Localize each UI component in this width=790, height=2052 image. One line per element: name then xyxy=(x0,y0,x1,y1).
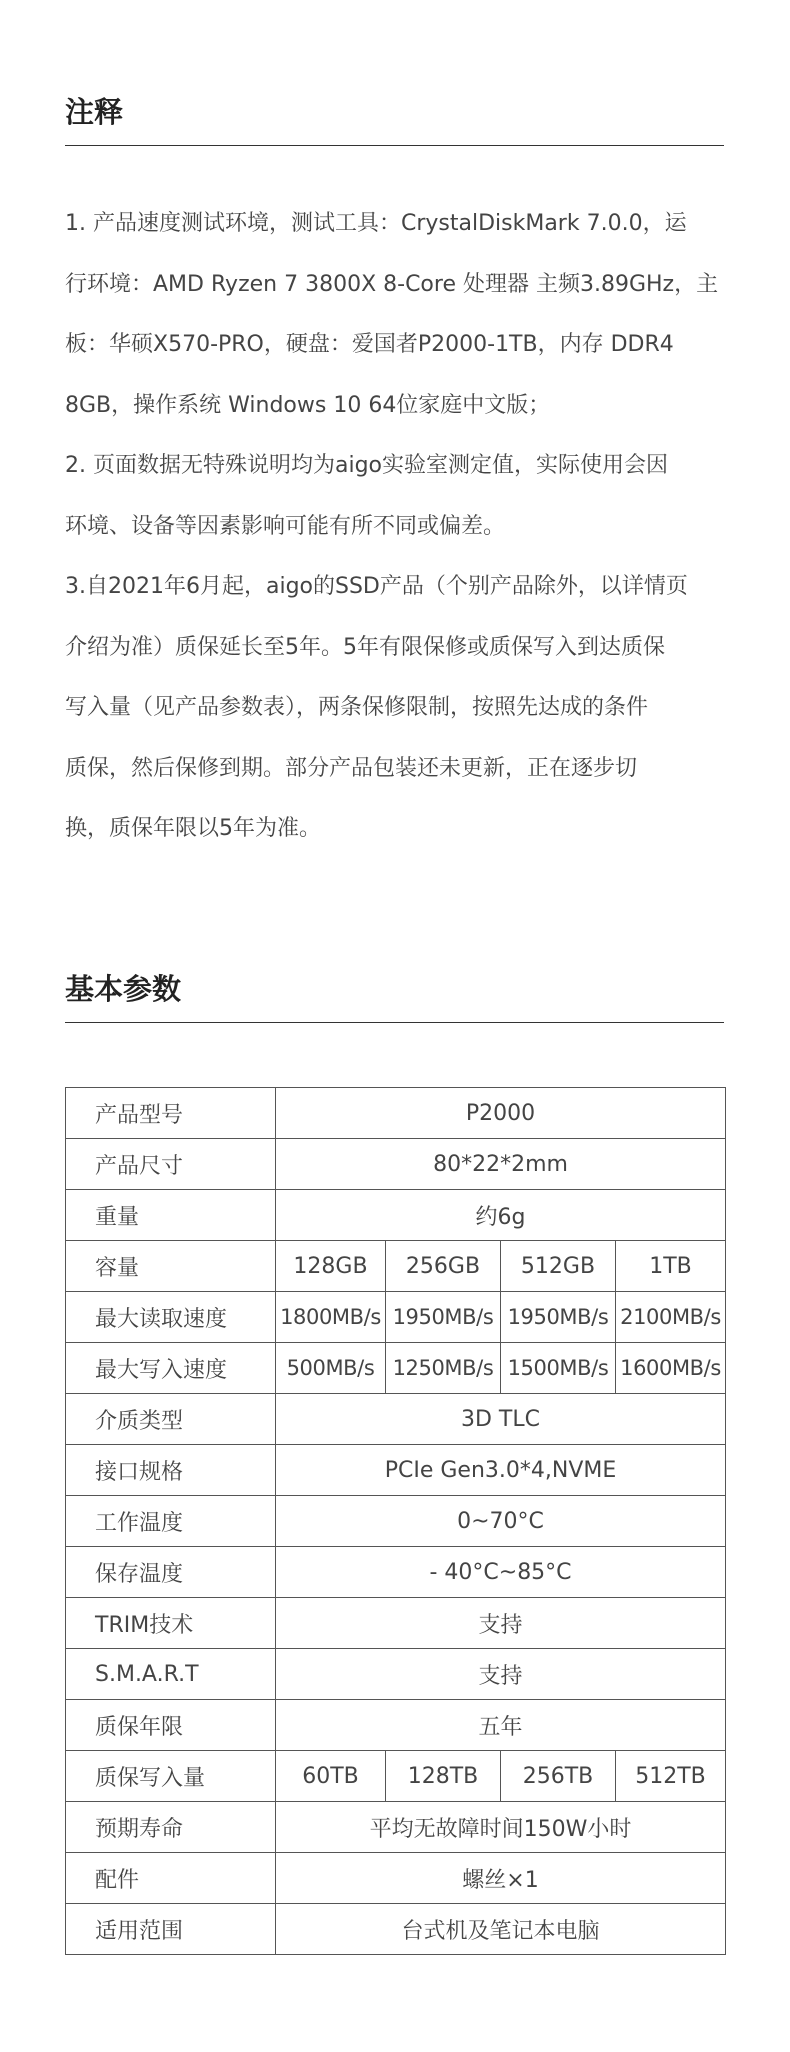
param-value: 五年 xyxy=(276,1700,726,1751)
table-row xyxy=(66,1700,726,1751)
table-row xyxy=(66,1343,726,1394)
param-value: 1950MB/s xyxy=(386,1292,501,1343)
notes-title: 注释 xyxy=(65,95,124,129)
note-line: 换，质保年限以5年为准。 xyxy=(65,816,321,841)
table-row xyxy=(66,1802,726,1853)
note-line: 2. 页面数据无特殊说明均为aigo实验室测定值，实际使用会因 xyxy=(65,453,669,478)
param-value: 1600MB/s xyxy=(616,1343,726,1394)
param-value: 500MB/s xyxy=(276,1343,386,1394)
table-row xyxy=(66,1649,726,1700)
param-value: 60TB xyxy=(276,1751,386,1802)
note-line: 行环境：AMD Ryzen 7 3800X 8-Core 处理器 主频3.89GHz，主 xyxy=(65,271,719,297)
param-label: TRIM技术 xyxy=(66,1598,276,1649)
param-value: 台式机及笔记本电脑 xyxy=(276,1904,726,1955)
note-line: 质保，然后保修到期。部分产品包装还未更新，正在逐步切 xyxy=(65,755,638,781)
param-label: 介质类型 xyxy=(66,1394,276,1445)
table-row xyxy=(66,1394,726,1445)
param-value: 0~70°C xyxy=(276,1496,726,1547)
param-value: 1250MB/s xyxy=(386,1343,501,1394)
param-value: 约6g xyxy=(276,1190,726,1241)
table-row xyxy=(66,1853,726,1904)
note-line: 3.自2021年6月起，aigo的SSD产品（个别产品除外，以详情页 xyxy=(65,574,688,599)
param-label: 最大写入速度 xyxy=(66,1343,276,1394)
param-label: 预期寿命 xyxy=(66,1802,276,1853)
table-row xyxy=(66,1292,726,1343)
param-value: - 40°C~85°C xyxy=(276,1547,726,1598)
table-row xyxy=(66,1190,726,1241)
notes-body xyxy=(65,194,735,860)
table-row xyxy=(66,1241,726,1292)
param-value: 256TB xyxy=(501,1751,616,1802)
notes-divider xyxy=(65,145,724,146)
params-divider xyxy=(65,1022,724,1023)
param-label: 重量 xyxy=(66,1190,276,1241)
note-line: 8GB，操作系统 Windows 10 64位家庭中文版； xyxy=(65,392,551,418)
param-label: 质保年限 xyxy=(66,1700,276,1751)
table-row xyxy=(66,1904,726,1955)
param-label: 质保写入量 xyxy=(66,1751,276,1802)
param-value: 512GB xyxy=(501,1241,616,1292)
param-value: 2100MB/s xyxy=(616,1292,726,1343)
param-value: 128GB xyxy=(276,1241,386,1292)
param-label: 接口规格 xyxy=(66,1445,276,1496)
param-label: 保存温度 xyxy=(66,1547,276,1598)
table-row xyxy=(66,1139,726,1190)
params-title: 基本参数 xyxy=(65,972,182,1006)
table-row xyxy=(66,1751,726,1802)
param-value: 支持 xyxy=(276,1649,726,1700)
note-line: 板：华硕X570-PRO，硬盘：爱国者P2000-1TB，内存 DDR4 xyxy=(65,332,674,357)
param-value: 支持 xyxy=(276,1598,726,1649)
param-label: 适用范围 xyxy=(66,1904,276,1955)
table-row xyxy=(66,1445,726,1496)
note-line: 环境、设备等因素影响可能有所不同或偏差。 xyxy=(65,513,506,539)
note-line: 写入量（见产品参数表），两条保修限制，按照先达成的条件 xyxy=(65,695,649,720)
table-row xyxy=(66,1547,726,1598)
param-label: S.M.A.R.T xyxy=(66,1649,276,1700)
table-row xyxy=(66,1088,726,1139)
param-value: 1950MB/s xyxy=(501,1292,616,1343)
param-label: 工作温度 xyxy=(66,1496,276,1547)
note-line: 介绍为准）质保延长至5年。5年有限保修或质保写入到达质保 xyxy=(65,634,665,660)
param-value: 1500MB/s xyxy=(501,1343,616,1394)
table-row xyxy=(66,1598,726,1649)
param-label: 配件 xyxy=(66,1853,276,1904)
param-value: P2000 xyxy=(276,1088,726,1139)
param-value: 1TB xyxy=(616,1241,726,1292)
param-value: PCIe Gen3.0*4,NVME xyxy=(276,1445,726,1496)
param-value: 螺丝×1 xyxy=(276,1853,726,1904)
param-value: 128TB xyxy=(386,1751,501,1802)
table-row xyxy=(66,1496,726,1547)
note-line: 1. 产品速度测试环境，测试工具：CrystalDiskMark 7.0.0，运 xyxy=(65,211,687,236)
param-label: 最大读取速度 xyxy=(66,1292,276,1343)
param-label: 容量 xyxy=(66,1241,276,1292)
param-label: 产品尺寸 xyxy=(66,1139,276,1190)
param-value: 1800MB/s xyxy=(276,1292,386,1343)
param-value: 80*22*2mm xyxy=(276,1139,726,1190)
param-value: 512TB xyxy=(616,1751,726,1802)
param-label: 产品型号 xyxy=(66,1088,276,1139)
param-value: 3D TLC xyxy=(276,1394,726,1445)
param-value: 256GB xyxy=(386,1241,501,1292)
params-table xyxy=(65,1087,726,1955)
param-value: 平均无故障时间150W小时 xyxy=(276,1802,726,1853)
